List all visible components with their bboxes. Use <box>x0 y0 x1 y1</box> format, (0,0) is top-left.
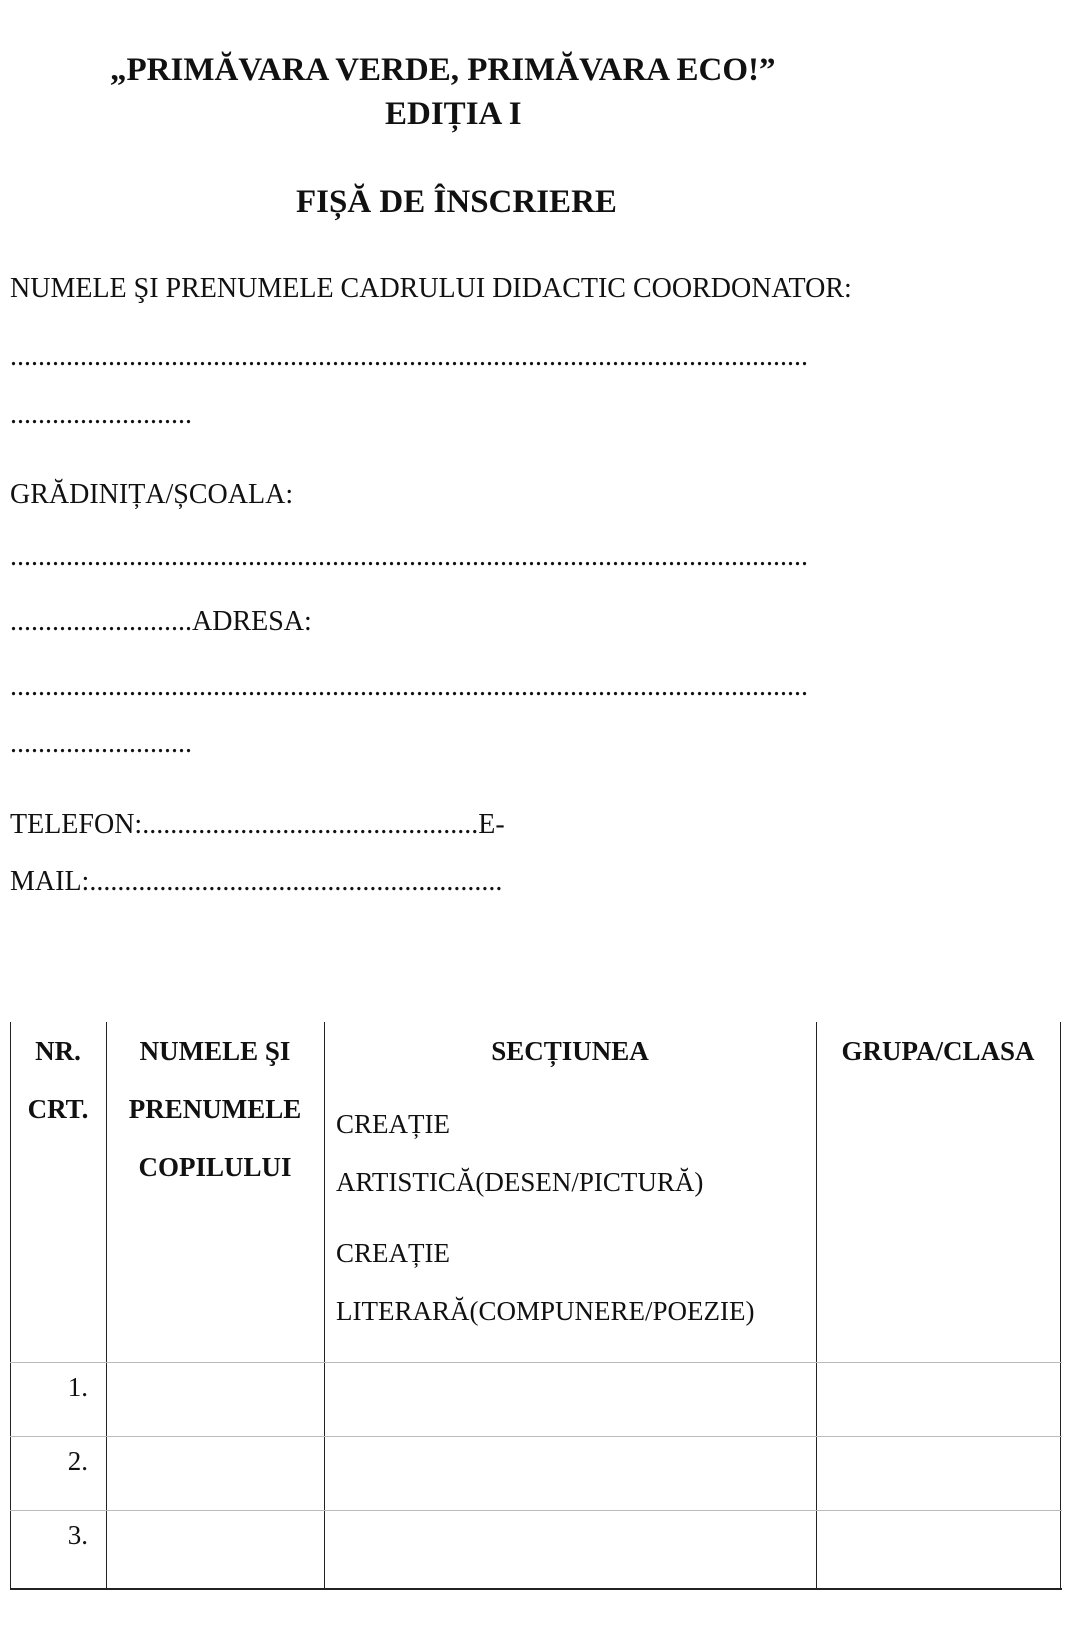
section-option-lit-1: CREAȚIE <box>336 1238 450 1268</box>
group-cell-row-2[interactable] <box>818 1438 1058 1508</box>
name-cell-row-2[interactable] <box>108 1438 322 1508</box>
section-option-art-1: CREAȚIE <box>336 1109 450 1139</box>
section-cell-row-2[interactable] <box>326 1438 814 1508</box>
teacher-name-line-1[interactable]: .................................................................................................................. <box>10 341 808 372</box>
table-border-right <box>1060 1022 1061 1588</box>
name-cell-row-1[interactable] <box>108 1364 322 1434</box>
row-number-2: 2. <box>67 1446 88 1476</box>
school-line-1[interactable]: .................................................................................................................. <box>10 541 808 572</box>
header-name-line-1: NUMELE ŞI <box>139 1036 291 1066</box>
school-label: GRĂDINIȚA/ȘCOALA: <box>10 479 294 510</box>
table-col-divider-3 <box>816 1022 817 1588</box>
edition-label: EDIȚIA I <box>385 96 522 132</box>
group-cell-row-3[interactable] <box>818 1512 1058 1586</box>
phone-row <box>10 808 505 842</box>
header-name-line-2: PRENUMELE <box>128 1094 302 1124</box>
name-cell-row-3[interactable] <box>108 1512 322 1586</box>
header-nr: NR. <box>35 1036 81 1066</box>
email-field[interactable]: ........................................................... <box>89 866 503 897</box>
address-line-2[interactable]: .......................... <box>10 728 192 759</box>
row-separator-3 <box>10 1510 1062 1511</box>
school-address-row <box>10 605 312 639</box>
school-line-2[interactable]: .......................... <box>10 606 192 637</box>
section-option-lit-2: LITERARĂ(COMPUNERE/POEZIE) <box>336 1296 755 1326</box>
teacher-name-label: NUMELE ŞI PRENUMELE CADRULUI DIDACTIC COORDONATOR: <box>10 273 852 304</box>
header-crt: CRT. <box>27 1094 89 1124</box>
section-cell-row-1[interactable] <box>326 1364 814 1434</box>
phone-label: TELEFON: <box>10 809 143 840</box>
row-number-3: 3. <box>67 1520 88 1550</box>
header-section: SECȚIUNEA <box>491 1036 649 1066</box>
section-cell-row-3[interactable] <box>326 1512 814 1586</box>
table-col-divider-2 <box>324 1022 325 1588</box>
row-separator-1 <box>10 1362 1062 1363</box>
group-cell-row-1[interactable] <box>818 1364 1058 1434</box>
teacher-name-line-2[interactable]: .......................... <box>10 399 192 430</box>
row-separator-2 <box>10 1436 1062 1437</box>
form-title: FIȘĂ DE ÎNSCRIERE <box>296 184 617 220</box>
contest-title: „PRIMĂVARA VERDE, PRIMĂVARA ECO!” <box>110 52 776 88</box>
header-group: GRUPA/CLASA <box>841 1036 1035 1066</box>
email-label-part2: MAIL: <box>10 866 90 897</box>
header-name-line-3: COPILULUI <box>138 1152 292 1182</box>
registration-table <box>10 1022 1062 1590</box>
section-option-art-2: ARTISTICĂ(DESEN/PICTURĂ) <box>336 1167 704 1197</box>
email-label-part1: E- <box>478 809 505 840</box>
address-line-1[interactable]: .................................................................................................................. <box>10 671 808 702</box>
row-number-1: 1. <box>67 1372 88 1402</box>
email-row <box>10 865 502 899</box>
phone-field[interactable]: ................................................ <box>142 809 479 840</box>
address-label: ADRESA: <box>192 606 312 637</box>
